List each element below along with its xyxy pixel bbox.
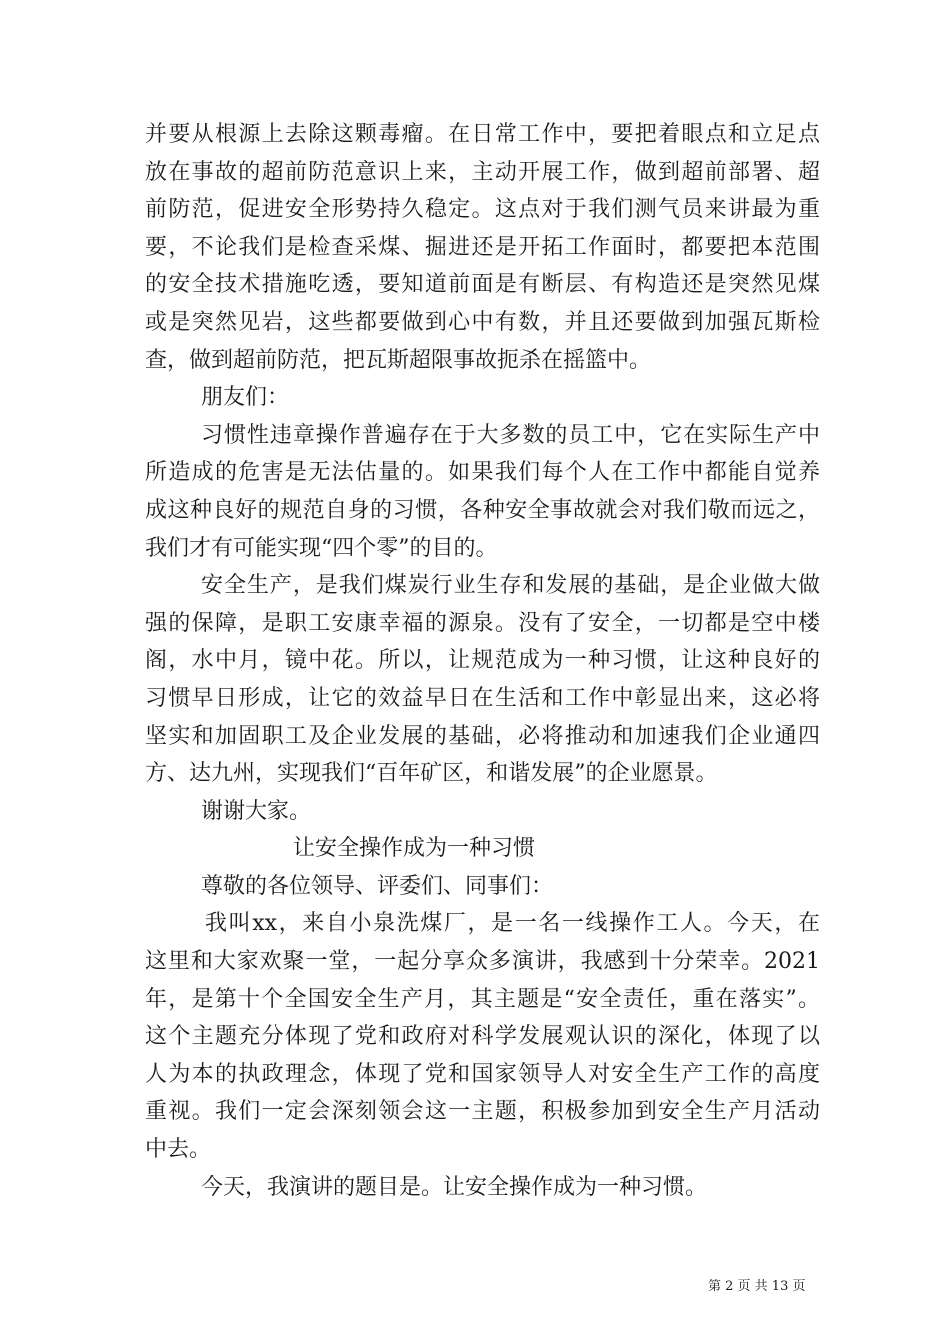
document-body	[145, 116, 820, 1206]
text-line: 方、达九州，实现我们“百年矿区，和谐发展”的企业愿景。	[145, 761, 718, 787]
text-line: 放在事故的超前防范意识上来，主动开展工作，做到超前部署、超	[145, 159, 820, 185]
text-line: 我们才有可能实现“四个零”的目的。	[145, 535, 498, 561]
text-line: 强的保障，是职工安康幸福的源泉。没有了安全，一切都是空中楼	[145, 610, 820, 636]
text-line: 所造成的危害是无法估量的。如果我们每个人在工作中都能自觉养	[145, 460, 820, 486]
text-line: 我叫xx，来自小泉洗煤厂，是一名一线操作工人。今天，在	[205, 911, 820, 937]
section-title: 让安全操作成为一种习惯	[293, 836, 536, 862]
text-line: 习惯早日形成，让它的效益早日在生活和工作中彰显出来，这必将	[145, 685, 820, 711]
text-line: 查，做到超前防范，把瓦斯超限事故扼杀在摇篮中。	[145, 347, 652, 373]
text-line: 今天，我演讲的题目是。让安全操作成为一种习惯。	[201, 1174, 708, 1200]
text-line: 或是突然见岩，这些都要做到心中有数，并且还要做到加强瓦斯检	[145, 309, 820, 335]
text-line: 安全生产，是我们煤炭行业生存和发展的基础，是企业做大做	[201, 573, 820, 599]
text-line: 阁，水中月，镜中花。所以，让规范成为一种习惯，让这种良好的	[145, 648, 820, 674]
text-line: 年，是第十个全国安全生产月，其主题是“安全责任，重在落实”。	[145, 986, 820, 1012]
salutation: 尊敬的各位领导、评委们、同事们：	[201, 873, 554, 899]
closing-line: 谢谢大家。	[201, 798, 312, 824]
text-line: 这个主题充分体现了党和政府对科学发展观认识的深化，体现了以	[145, 1024, 820, 1050]
page-number: 第 2 页 共 13 页	[708, 1279, 806, 1294]
text-line: 成这种良好的规范自身的习惯，各种安全事故就会对我们敬而远之，	[145, 497, 820, 523]
text-line: 重视。我们一定会深刻领会这一主题，积极参加到安全生产月活动	[145, 1099, 820, 1125]
text-line: 前防范，促进安全形势持久稳定。这点对于我们测气员来讲最为重	[145, 197, 820, 223]
text-line: 习惯性违章操作普遍存在于大多数的员工中，它在实际生产中	[201, 422, 820, 448]
text-line: 并要从根源上去除这颗毒瘤。在日常工作中，要把着眼点和立足点	[145, 122, 820, 147]
text-line: 人为本的执政理念，体现了党和国家领导人对安全生产工作的高度	[145, 1061, 820, 1087]
text-line: 坚实和加固职工及企业发展的基础，必将推动和加速我们企业通四	[145, 723, 820, 749]
text-line: 中去。	[145, 1137, 212, 1163]
text-line: 这里和大家欢聚一堂，一起分享众多演讲，我感到十分荣幸。2021	[145, 949, 820, 975]
text-line: 的安全技术措施吃透，要知道前面是有断层、有构造还是突然见煤	[145, 272, 820, 298]
text-line: 要，不论我们是检查采煤、掘进还是开拓工作面时，都要把本范围	[145, 234, 820, 260]
salutation: 朋友们：	[201, 385, 290, 411]
